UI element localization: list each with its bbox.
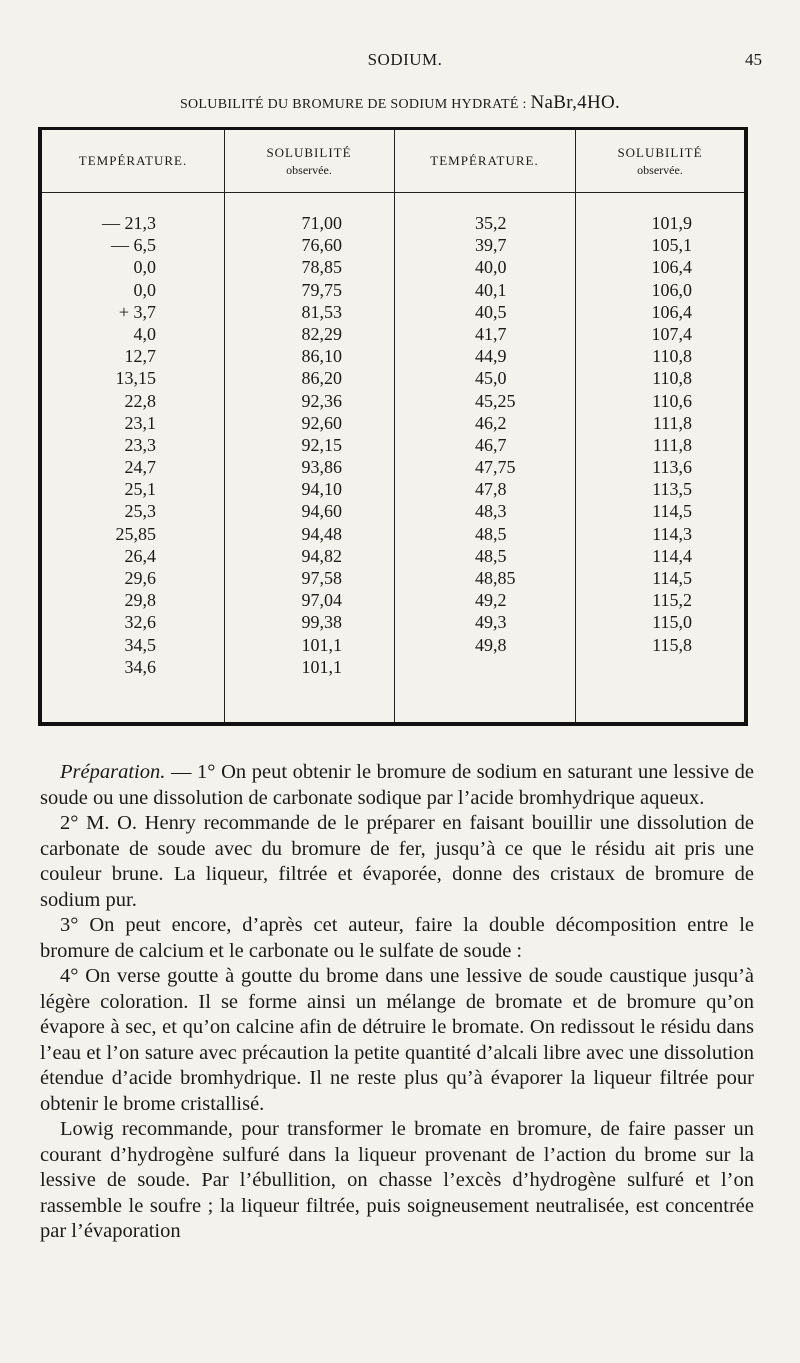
page-header bbox=[40, 50, 770, 74]
table-cell: 45,25 bbox=[475, 390, 516, 411]
table-cell: 34,6 bbox=[124, 656, 156, 677]
column-separator bbox=[394, 130, 395, 722]
table-cell: 106,4 bbox=[651, 257, 692, 278]
paragraph-3: 3° On peut encore, d’après cet auteur, faire la double décomposition entre le bromure de calcium et le carbonate ou le sulfate de soude : bbox=[40, 914, 754, 962]
table-cell: 29,8 bbox=[124, 590, 156, 611]
table-cell: 94,10 bbox=[301, 479, 342, 500]
table-cell: 115,0 bbox=[652, 612, 692, 633]
paragraph-2: 2° M. O. Henry recommande de le préparer en faisant bouillir une dissolution de carbonate de soude avec du bromure de fer, jusqu’à ce que le résidu ait pris une couleur brune. La liqueur, filtrée et évaporée, donne des cristaux de bromure de sodium pur. bbox=[40, 812, 754, 911]
table-cell: — 21,3 bbox=[102, 213, 156, 233]
table-cell: — 6,5 bbox=[111, 235, 156, 256]
table-cell: 0,0 bbox=[133, 257, 156, 278]
table-cell: 86,10 bbox=[301, 346, 342, 367]
table-cell: 114,4 bbox=[652, 545, 692, 566]
table-cell: 107,4 bbox=[651, 323, 692, 344]
table-cell: 32,6 bbox=[124, 612, 156, 633]
table-cell: 101,1 bbox=[301, 634, 342, 655]
header-solubility-1: SOLUBILITÉ observée. bbox=[266, 144, 352, 177]
table-cell: 93,86 bbox=[301, 457, 342, 478]
running-title: SODIUM. bbox=[367, 50, 443, 69]
table-cell: 101,1 bbox=[301, 656, 342, 677]
table-cell: 94,60 bbox=[301, 501, 342, 522]
table-cell: 86,20 bbox=[301, 368, 342, 389]
table-cell: 71,00 bbox=[301, 213, 342, 233]
paragraph-1: Préparation. — 1° On peut obtenir le bromure de sodium en saturant une lessive de soude ou une dissolution de carbonate sodique par l’acide bromhydrique aqueux. bbox=[40, 761, 754, 809]
table-cell: 29,6 bbox=[124, 568, 156, 588]
table-cell: 48,85 bbox=[475, 568, 516, 588]
table-cell: 13,15 bbox=[115, 368, 156, 389]
paragraph-4: 4° On verse goutte à goutte du brome dans une lessive de soude caustique jusqu’à légère coloration. Il se forme ainsi un mélange de bromate et de bromure qu’on évapore à sec, et qu’on calcine afin de détruire le bromate. On redissout le résidu dans l’eau et l’on sature avec précaution la petite quantité d’alcali libre avec une dissolution étendue d’acide bromhydrique. Il ne reste plus qu’à évaporer la liqueur filtrée pour obtenir le brome cristallisé. bbox=[40, 965, 754, 1115]
table-cell: 92,36 bbox=[301, 390, 342, 411]
table-cell: 113,5 bbox=[652, 479, 692, 500]
table-cell: 111,8 bbox=[652, 412, 692, 433]
table-cell: 49,3 bbox=[475, 612, 507, 633]
header-solubility-2: SOLUBILITÉ observée. bbox=[617, 144, 703, 177]
table-cell: 22,8 bbox=[124, 390, 156, 411]
table-cell: 114,5 bbox=[652, 568, 692, 588]
table-title bbox=[40, 92, 760, 114]
table-title-text: SOLUBILITÉ DU BROMURE DE SODIUM HYDRATÉ : bbox=[179, 97, 527, 112]
table-cell: 45,0 bbox=[475, 368, 507, 389]
table-cell: 99,38 bbox=[301, 612, 342, 633]
table-cell: 113,6 bbox=[652, 457, 692, 478]
table-cell: 24,7 bbox=[124, 457, 156, 478]
table-cell: 76,60 bbox=[301, 235, 342, 256]
table-cell: 115,8 bbox=[652, 634, 692, 655]
column-solubility-2 bbox=[592, 212, 692, 656]
table-cell: 82,29 bbox=[301, 323, 342, 344]
table-cell: 49,2 bbox=[475, 590, 507, 611]
table-cell: 94,48 bbox=[301, 523, 342, 544]
table-cell: 78,85 bbox=[301, 257, 342, 278]
table-cell: 110,6 bbox=[652, 390, 692, 411]
table-cell: 12,7 bbox=[124, 346, 156, 367]
table-cell: 106,0 bbox=[651, 279, 692, 300]
table-cell: 110,8 bbox=[652, 368, 692, 389]
column-separator bbox=[224, 130, 225, 722]
body-text bbox=[40, 760, 754, 1245]
table-cell: 4,0 bbox=[133, 323, 156, 344]
table-cell: 40,1 bbox=[475, 279, 507, 300]
table-cell: 46,7 bbox=[475, 434, 507, 455]
table-cell: + 3,7 bbox=[118, 301, 156, 322]
table-cell: 23,1 bbox=[124, 412, 156, 433]
table-cell: 39,7 bbox=[475, 235, 507, 256]
table-cell: 115,2 bbox=[652, 590, 692, 611]
table-cell: 47,75 bbox=[475, 457, 516, 478]
column-separator bbox=[575, 130, 576, 722]
table-cell: 0,0 bbox=[133, 279, 156, 300]
header-rule bbox=[42, 192, 744, 193]
table-cell: 92,15 bbox=[301, 434, 342, 455]
column-solubility-1 bbox=[242, 212, 342, 678]
table-cell: 79,75 bbox=[301, 279, 342, 300]
table-title-formula: NaBr,4HO. bbox=[530, 92, 621, 113]
table-cell: 41,7 bbox=[475, 323, 507, 344]
table-cell: 48,5 bbox=[475, 523, 507, 544]
table-cell: 97,58 bbox=[301, 568, 342, 588]
table-cell: 46,2 bbox=[475, 412, 507, 433]
header-temperature-2: TEMPÉRATURE. bbox=[430, 153, 539, 168]
table-cell: 111,8 bbox=[652, 434, 692, 455]
table-cell: 114,5 bbox=[652, 501, 692, 522]
table-cell: 110,8 bbox=[652, 346, 692, 367]
table-cell: 34,5 bbox=[124, 634, 156, 655]
table-cell: 44,9 bbox=[475, 346, 507, 367]
table-cell: 25,1 bbox=[124, 479, 156, 500]
table-cell: 23,3 bbox=[124, 434, 156, 455]
table-cell: 48,3 bbox=[475, 501, 507, 522]
table-cell: 25,3 bbox=[124, 501, 156, 522]
table-cell: 26,4 bbox=[124, 545, 156, 566]
table-cell: 94,82 bbox=[301, 545, 342, 566]
table-cell: 25,85 bbox=[115, 523, 156, 544]
section-label: Préparation. bbox=[60, 761, 166, 783]
page-number: 45 bbox=[745, 50, 762, 69]
table-cell: 40,5 bbox=[475, 301, 507, 322]
table-cell: 105,1 bbox=[651, 235, 692, 256]
table-cell: 97,04 bbox=[301, 590, 342, 611]
table-cell: 106,4 bbox=[651, 301, 692, 322]
column-temperature-1 bbox=[82, 212, 156, 678]
table-cell: 35,2 bbox=[475, 213, 507, 233]
solubility-table bbox=[38, 127, 748, 726]
paragraph-5: Lowig recommande, pour transformer le bromate en bromure, de faire passer un courant d’hydrogène sulfuré dans la liqueur provenant de l’action du brome sur la lessive de soude. Par l’ébullition, on chasse l’excès d’hydrogène sulfuré et l’on rassemble le soufre ; la liqueur filtrée, puis soigneusement neutralisée, est concentrée par l’évaporation bbox=[40, 1118, 754, 1242]
table-cell: 48,5 bbox=[475, 545, 507, 566]
table-cell: 114,3 bbox=[652, 523, 692, 544]
header-temperature-1: TEMPÉRATURE. bbox=[78, 153, 188, 168]
table-cell: 92,60 bbox=[301, 412, 342, 433]
table-cell: 40,0 bbox=[475, 257, 507, 278]
table-cell: 81,53 bbox=[301, 301, 342, 322]
table-cell: 49,8 bbox=[475, 634, 507, 655]
column-temperature-2 bbox=[475, 212, 565, 656]
table-cell: 101,9 bbox=[651, 213, 692, 233]
table-cell: 47,8 bbox=[475, 479, 507, 500]
